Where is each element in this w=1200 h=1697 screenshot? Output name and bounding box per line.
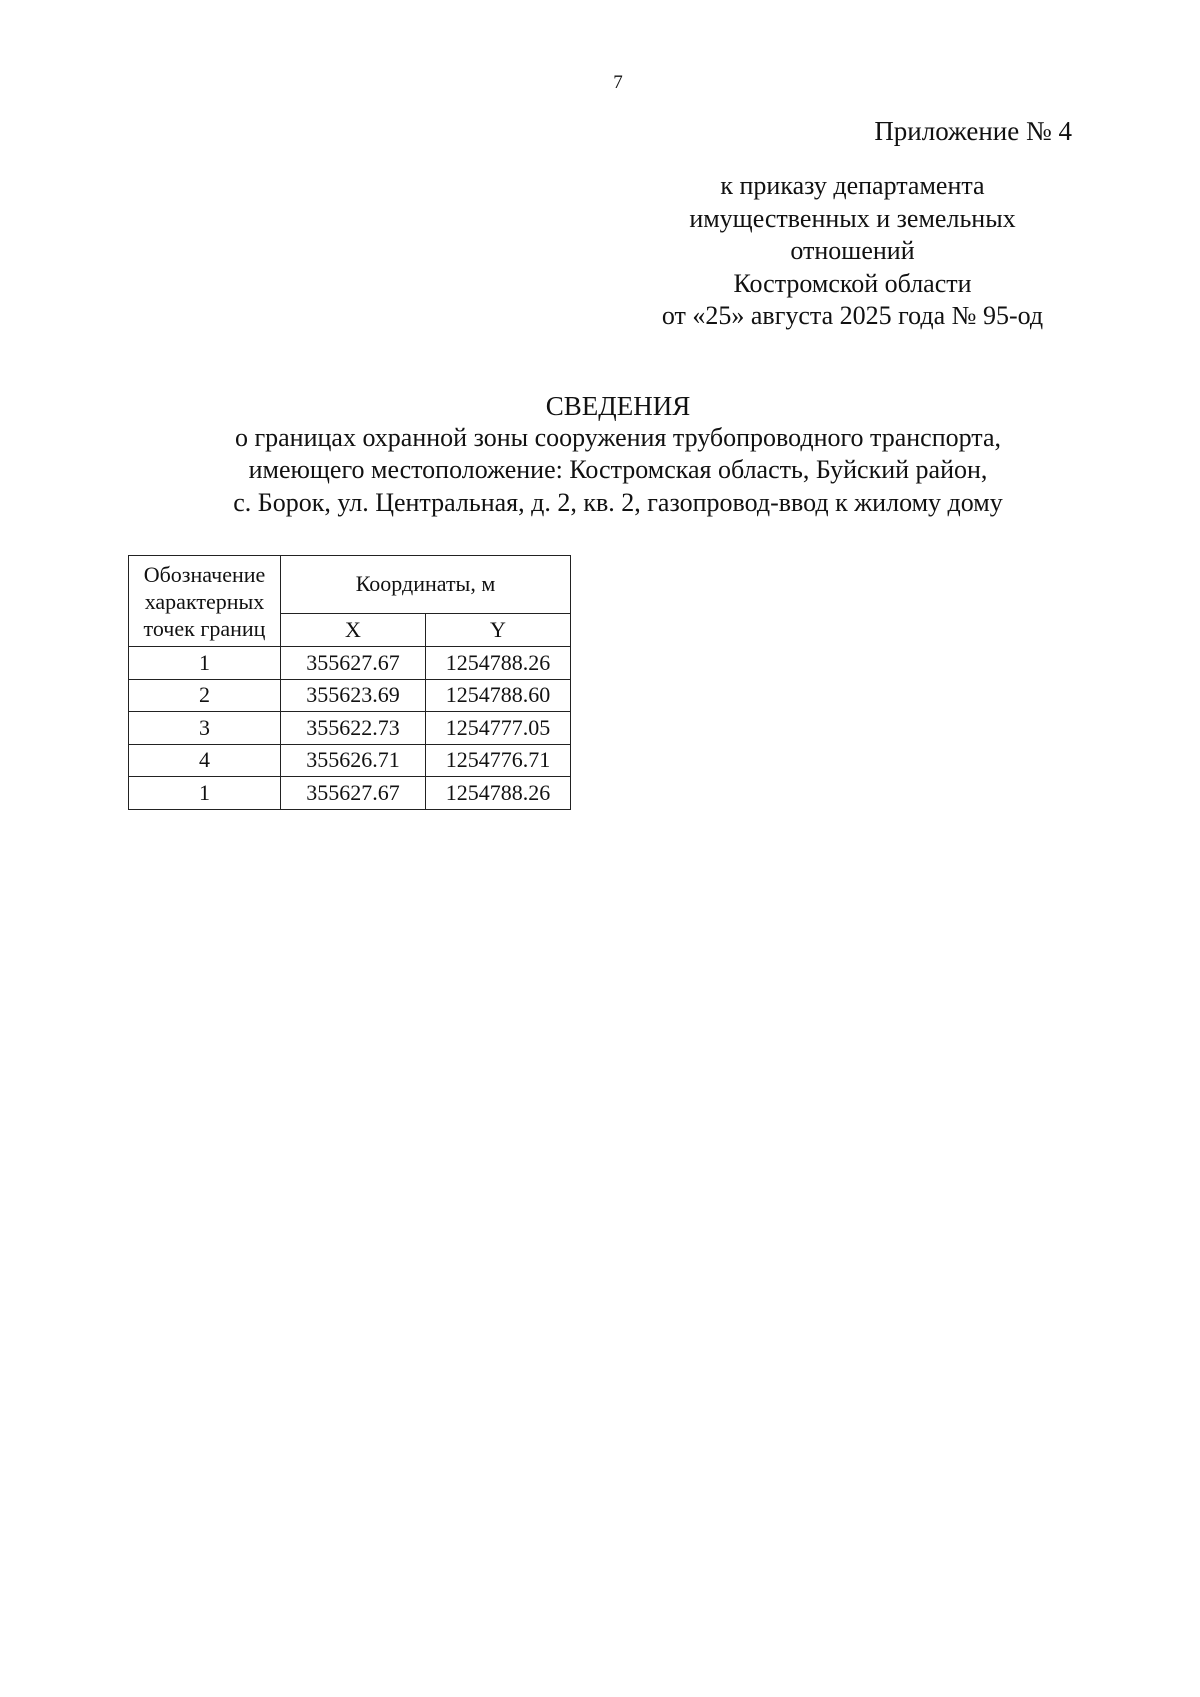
- point-cell: 4: [129, 744, 281, 777]
- y-cell: 1254788.60: [426, 679, 571, 712]
- subheading-line: о границах охранной зоны сооружения трубопроводного транспорта,: [234, 423, 1002, 452]
- subheading-line: имеющего местоположение: Костромская область, Буйский район,: [248, 455, 988, 485]
- x-cell: 355623.69: [281, 679, 426, 712]
- order-date-line: от «25» августа 2025 года № 95-од: [661, 301, 1044, 330]
- point-cell: 2: [129, 679, 281, 712]
- point-cell: 3: [129, 712, 281, 745]
- y-cell: 1254788.26: [426, 647, 571, 680]
- order-line: к приказу департамента: [720, 171, 985, 200]
- header-line: характерных: [144, 588, 265, 614]
- x-cell: 355626.71: [281, 744, 426, 777]
- point-cell: 1: [129, 647, 281, 680]
- table-row: [129, 679, 571, 712]
- coordinates-header: Координаты, м: [281, 556, 571, 614]
- document-subheading: [0, 422, 1200, 519]
- point-designation-header: [129, 556, 281, 647]
- subheading-line: с. Борок, ул. Центральная, д. 2, кв. 2, газопровод-ввод к жилому дому: [233, 487, 1003, 517]
- x-column-header: X: [281, 613, 426, 646]
- y-cell: 1254776.71: [426, 744, 571, 777]
- coordinates-table: [128, 555, 571, 810]
- order-line: имущественных и земельных: [689, 203, 1016, 233]
- y-cell: 1254777.05: [426, 712, 571, 745]
- appendix-title: Приложение № 4: [874, 116, 1072, 146]
- point-cell: 1: [129, 777, 281, 810]
- x-cell: 355622.73: [281, 712, 426, 745]
- x-cell: 355627.67: [281, 777, 426, 810]
- order-reference: [600, 170, 1105, 333]
- header-line: точек границ: [143, 615, 266, 641]
- document-heading: СВЕДЕНИЯ: [545, 391, 691, 421]
- page-number: 7: [613, 72, 623, 93]
- order-line: отношений: [790, 236, 915, 265]
- table-row: [129, 777, 571, 810]
- y-column-header: Y: [426, 613, 571, 646]
- y-cell: 1254788.26: [426, 777, 571, 810]
- table-row: [129, 744, 571, 777]
- order-line: Костромской области: [733, 268, 972, 298]
- header-line: Обозначение: [143, 561, 266, 587]
- table-row: [129, 712, 571, 745]
- table-row: [129, 647, 571, 680]
- x-cell: 355627.67: [281, 647, 426, 680]
